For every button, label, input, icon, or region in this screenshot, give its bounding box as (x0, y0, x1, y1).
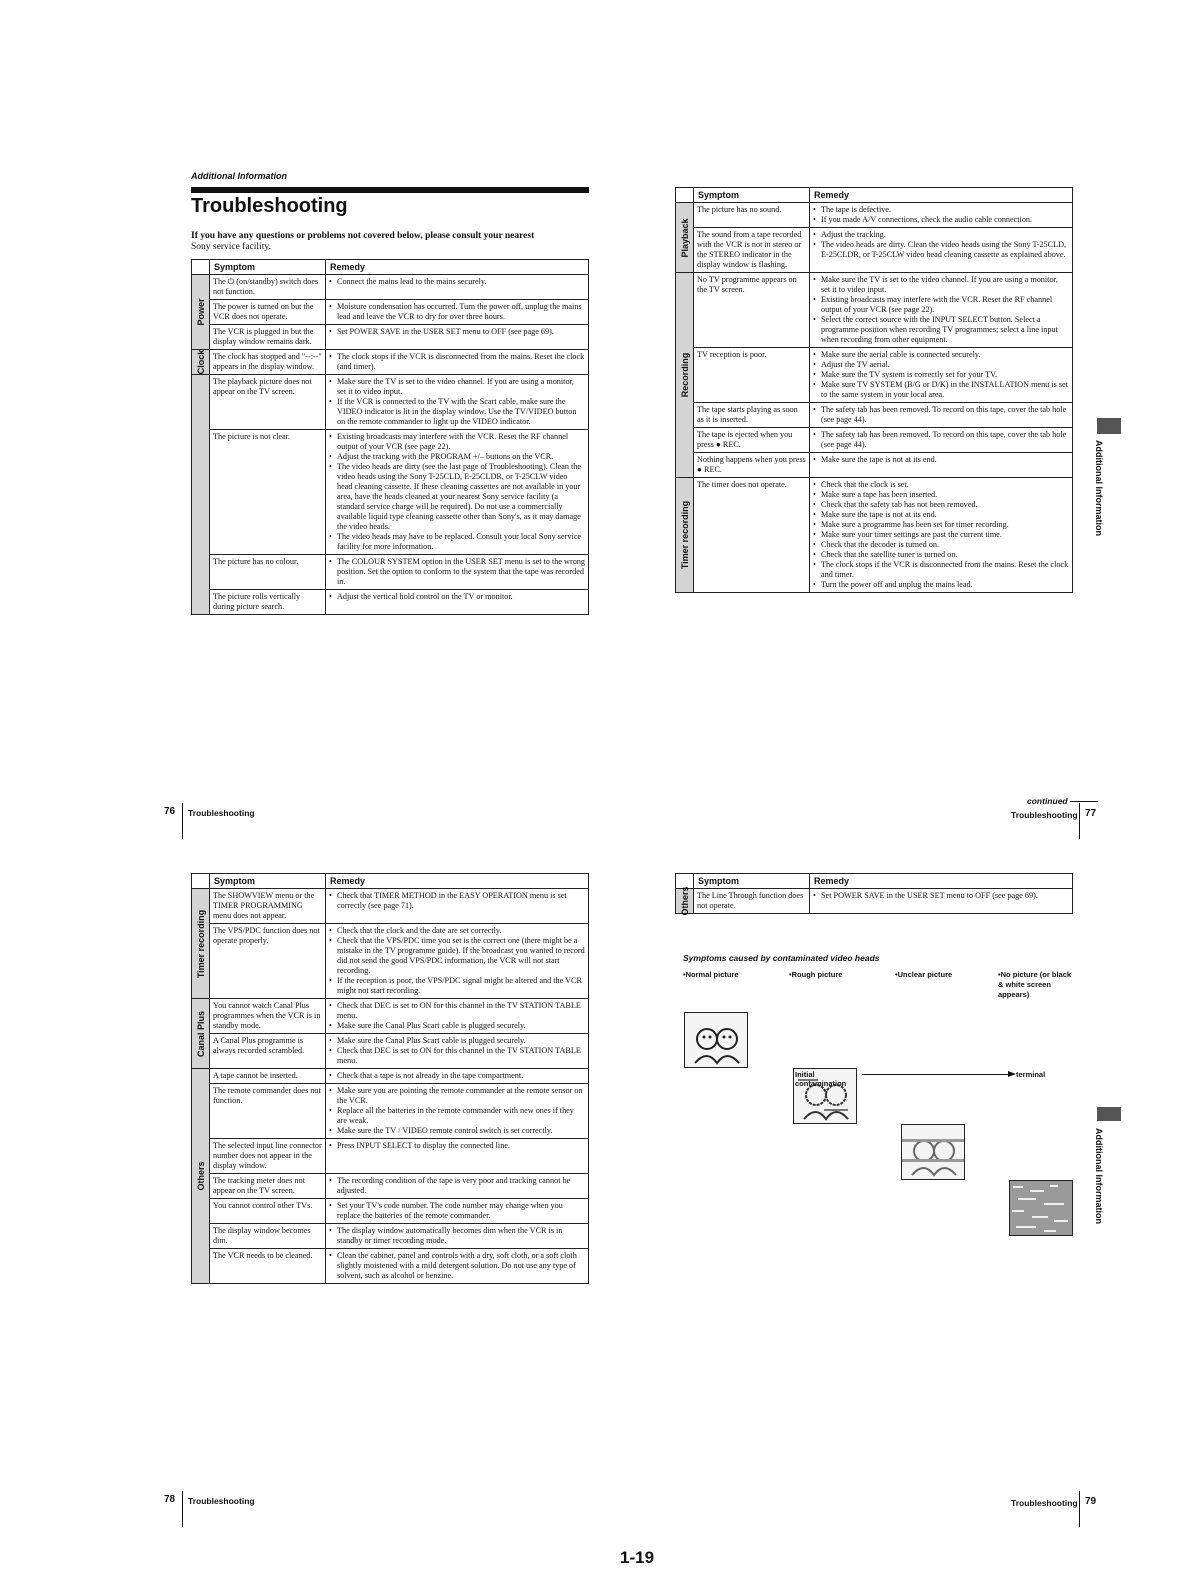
remedy-cell (326, 300, 589, 325)
remedy-item: • Make sure the TV is set to the video channel. If you are using a monitor, set it to video input. (813, 275, 1069, 295)
remedy-cell (326, 350, 589, 375)
table-row (676, 403, 1073, 428)
remedy-item: • Existing broadcasts may interfere with the VCR. Reset the RF channel output of your VCR (see page 22). (329, 432, 585, 452)
remedy-item: • The clock stops if the VCR is disconnected from the mains. Reset the clock and timer. (813, 560, 1069, 580)
remedy-cell (810, 273, 1073, 348)
symptom-cell: A Canal Plus programme is always recorded scrambled. (210, 1034, 326, 1069)
heads-label-rough: •Rough picture (789, 970, 843, 979)
remedy-item: • Moisture condensation has occurred. Turn the power off, unplug the mains lead and leave the VCR to dry for over three hours. (329, 302, 585, 322)
category-cell (192, 350, 210, 375)
table-row (192, 999, 589, 1034)
remedy-item: • Set POWER SAVE in the USER SET menu to OFF (see page 69). (813, 891, 1069, 901)
intro-rest: Sony service facility. (191, 242, 271, 252)
remedy-cell (326, 1084, 589, 1139)
footer-label-77: Troubleshooting (1011, 810, 1078, 820)
symptom-cell: The tracking meter does not appear on the TV screen. (210, 1174, 326, 1199)
intro-bold: If you have any questions or problems not covered below, please consult your nearest (191, 231, 535, 241)
unclear-picture-image (901, 1124, 965, 1180)
remedy-item: • Make sure the aerial cable is connected securely. (813, 350, 1069, 360)
table-page78 (191, 873, 589, 1284)
remedy-list (329, 1226, 585, 1246)
heads-label-normal: •Normal picture (683, 970, 739, 979)
page-number-79: 79 (1085, 1496, 1097, 1507)
category-cell (676, 273, 694, 478)
no-picture-image (1009, 1180, 1073, 1236)
remedy-item: • Make sure the Canal Plus Scart cable is plugged securely. (329, 1021, 585, 1031)
page-number-77: 77 (1085, 808, 1097, 819)
footer-divider (182, 803, 183, 839)
table-row (192, 555, 589, 590)
symptom-cell: The VCR needs to be cleaned. (210, 1249, 326, 1284)
remedy-cell (326, 1034, 589, 1069)
remedy-cell (326, 275, 589, 300)
remedy-item: • Press INPUT SELECT to display the connected line. (329, 1141, 585, 1151)
remedy-cell (326, 555, 589, 590)
contamination-arrowhead (1008, 1071, 1016, 1077)
remedy-item: • The COLOUR SYSTEM option in the USER SET menu is set to the wrong position. Set the option to conform to the system that the tape was recorded in. (329, 557, 585, 587)
remedy-cell (326, 889, 589, 924)
remedy-item: • Make sure TV SYSTEM (B/G or D/K) in the INSTALLATION menu is set to the same system in your local area. (813, 380, 1069, 400)
remedy-item: • The clock stops if the VCR is disconnected from the mains. Reset the clock (and timer). (329, 352, 585, 372)
remedy-item: • If the VCR is connected to the TV with the Scart cable, make sure the VIDEO indicator is lit in the display window. Use the TV/VIDEO button on the remote commander to light up the VIDEO indicator. (329, 397, 585, 427)
category-label: Canal Plus (195, 1010, 206, 1057)
remedy-item: • Adjust the vertical hold control on the TV or monitor. (329, 592, 585, 602)
symptom-cell: TV reception is poor. (694, 348, 810, 403)
remedy-cell (326, 1069, 589, 1084)
remedy-item: • Make sure the tape is not at its end. (813, 510, 1069, 520)
symptom-cell: The display window becomes dim. (210, 1224, 326, 1249)
symptom-cell: The playback picture does not appear on the TV screen. (210, 375, 326, 430)
table-row (192, 1199, 589, 1224)
category-cell (676, 478, 694, 593)
remedy-list (813, 230, 1069, 260)
category-cell (192, 999, 210, 1069)
table-row (192, 1174, 589, 1199)
remedy-cell (810, 889, 1073, 914)
category-label: Timer recording (679, 500, 690, 570)
remedy-list (329, 1001, 585, 1031)
remedy-item: • If you made A/V connections, check the audio cable connection. (813, 215, 1069, 225)
remedy-list (813, 480, 1069, 590)
table-row (676, 453, 1073, 478)
header-remedy: Remedy (326, 874, 589, 889)
remedy-item: • Make sure the TV / VIDEO remote control switch is set correctly. (329, 1126, 585, 1136)
table-row (676, 228, 1073, 273)
sidebar-tab-79 (1097, 1107, 1121, 1121)
normal-picture-image (684, 1012, 748, 1068)
remedy-list (813, 455, 1069, 465)
remedy-list (329, 1176, 585, 1196)
category-cell (676, 203, 694, 273)
remedy-item: • Clean the cabinet, panel and controls with a dry, soft cloth, or a soft cloth slightly moistened with a mild detergent solution. Do not use any type of solvent, such as alcohol or benzine. (329, 1251, 585, 1281)
symptom-cell: No TV programme appears on the TV screen. (694, 273, 810, 348)
header-symptom: Symptom (694, 874, 810, 889)
table-row (192, 1034, 589, 1069)
remedy-cell (326, 375, 589, 430)
remedy-item: • Replace all the batteries in the remote commander with new ones if they are weak. (329, 1106, 585, 1126)
symptom-cell: The selected input line connector number does not appear in the display window. (210, 1139, 326, 1174)
remedy-item: • Make sure the tape is not at its end. (813, 455, 1069, 465)
sidebar-label-79: Additional Information (1094, 1128, 1104, 1224)
symptom-cell: The SHOWVIEW menu or the TIMER PROGRAMMING menu does not appear. (210, 889, 326, 924)
remedy-list (329, 557, 585, 587)
table-page79 (675, 873, 1073, 914)
remedy-item: • Adjust the TV aerial. (813, 360, 1069, 370)
table-row (676, 273, 1073, 348)
intro-text (191, 231, 589, 253)
terminal-label: terminal (1016, 1070, 1046, 1079)
table-row (676, 889, 1073, 914)
sheet-number: 1-19 (620, 1548, 655, 1567)
footer-divider (1079, 1491, 1080, 1527)
header-blank (676, 188, 694, 203)
continued-label (1027, 796, 1098, 806)
remedy-cell (326, 325, 589, 350)
symptom-cell: The tape is ejected when you press ● REC. (694, 428, 810, 453)
table-header-row (676, 188, 1073, 203)
symptom-cell: The sound from a tape recorded with the VCR is not in stereo or the STEREO indicator in the display window is flashing. (694, 228, 810, 273)
header-symptom: Symptom (210, 874, 326, 889)
symptom-cell: You cannot watch Canal Plus programmes when the VCR is in standby mode. (210, 999, 326, 1034)
header-blank (192, 260, 210, 275)
remedy-cell (810, 478, 1073, 593)
header-remedy: Remedy (326, 260, 589, 275)
remedy-cell (326, 1224, 589, 1249)
symptom-cell: The tape starts playing as soon as it is inserted. (694, 403, 810, 428)
symptom-cell: Nothing happens when you press ● REC. (694, 453, 810, 478)
table-row (192, 430, 589, 555)
remedy-list (329, 891, 585, 911)
remedy-item: • Check that DEC is set to ON for this channel in the TV STATION TABLE menu. (329, 1001, 585, 1021)
remedy-item: • Adjust the tracking. (813, 230, 1069, 240)
table-row (192, 1249, 589, 1284)
remedy-item: • Check that the clock is set. (813, 480, 1069, 490)
remedy-item: • The display window automatically becomes dim when the VCR is in standby or timer recording mode. (329, 1226, 585, 1246)
table-header-row (192, 260, 589, 275)
footer-divider (182, 1491, 183, 1527)
table-row (192, 889, 589, 924)
remedy-item: • Make sure you are pointing the remote commander at the remote sensor on the VCR. (329, 1086, 585, 1106)
table-page76 (191, 259, 589, 615)
remedy-list (329, 592, 585, 602)
remedy-cell (326, 1139, 589, 1174)
table-header-row (192, 874, 589, 889)
remedy-item: • If the reception is poor, the VPS/PDC signal might be altered and the VCR might not start recording. (329, 976, 585, 996)
title-rule (191, 187, 589, 193)
table-row (676, 203, 1073, 228)
remedy-item: • Select the correct source with the INPUT SELECT button. Select a programme position when recording TV programmes; select a line input when recording from other equipment. (813, 315, 1069, 345)
remedy-item: • The video heads are dirty (see the last page of Troubleshooting). Clean the video heads using the Sony T-25CLD, E-25CLDR, or T-25CLW video head cleaning cassette. If these cleaning cassettes are not available in your area, have the heads cleaned at your nearest Sony service facility (a standard service charge will be required). Do not use a commercially available liquid type cleaning cassette other than Sony's, as it may damage the video heads. (329, 462, 585, 532)
heads-label-unclear: •Unclear picture (895, 970, 953, 979)
remedy-item: • Make sure your timer settings are past the current time. (813, 530, 1069, 540)
initial-label: Initial contamination (795, 1070, 847, 1088)
category-cell (192, 375, 210, 615)
remedy-item: • Check that the satellite tuner is turned on. (813, 550, 1069, 560)
header-symptom: Symptom (694, 188, 810, 203)
remedy-cell (810, 228, 1073, 273)
header-remedy: Remedy (810, 874, 1073, 889)
remedy-cell (326, 430, 589, 555)
table-row (192, 350, 589, 375)
remedy-item: • Make sure the TV system is correctly set for your TV. (813, 370, 1069, 380)
remedy-cell (810, 348, 1073, 403)
symptom-cell: The picture rolls vertically during picture search. (210, 590, 326, 615)
page-number-76: 76 (164, 806, 176, 817)
category-label: Clock (195, 349, 206, 375)
table-row (192, 300, 589, 325)
footer-divider (1079, 803, 1080, 839)
remedy-list (813, 205, 1069, 225)
remedy-list (329, 1141, 585, 1151)
sidebar-label-77: Additional Information (1094, 440, 1104, 536)
remedy-list (329, 1251, 585, 1281)
remedy-item: • Check that the decoder is turned on. (813, 540, 1069, 550)
symptom-cell: A tape cannot be inserted. (210, 1069, 326, 1084)
category-label: Timer recording (195, 909, 206, 978)
category-cell (192, 889, 210, 999)
sidebar-tab-77 (1097, 418, 1121, 434)
remedy-cell (810, 203, 1073, 228)
category-label: Recording (679, 352, 690, 398)
remedy-item: • The tape is defective. (813, 205, 1069, 215)
category-label: Power (195, 298, 206, 326)
remedy-item: • Adjust the tracking with the PROGRAM +/– buttons on the VCR. (329, 452, 585, 462)
remedy-cell (326, 924, 589, 999)
table-row (192, 590, 589, 615)
symptom-cell: The clock has stopped and "--:--" appears in the display window. (210, 350, 326, 375)
table-row (676, 348, 1073, 403)
remedy-item: • The safety tab has been removed. To record on this tape, cover the tab hole (see page 44). (813, 430, 1069, 450)
remedy-item: • Connect the mains lead to the mains securely. (329, 277, 585, 287)
symptom-cell: The Line Through function does not operate. (694, 889, 810, 914)
remedy-item: • Check that the VPS/PDC time you set is the correct one (there might be a mistake in the TV programme guide). If the broadcast you wanted to record did not send the good VPS/PDC information, the VCR will not start recording. (329, 936, 585, 976)
remedy-cell (326, 1249, 589, 1284)
table-row (192, 375, 589, 430)
symptom-cell: The VCR is plugged in but the display window remains dark. (210, 325, 326, 350)
table-header-row (676, 874, 1073, 889)
category-cell (192, 1069, 210, 1284)
symptom-cell: The VPS/PDC function does not operate properly. (210, 924, 326, 999)
header-remedy: Remedy (810, 188, 1073, 203)
table-row (192, 1224, 589, 1249)
remedy-item: • Turn the power off and unplug the mains lead. (813, 580, 1069, 590)
continued-text: continued (1027, 796, 1068, 806)
remedy-list (329, 277, 585, 287)
table-row (192, 325, 589, 350)
table-row (676, 478, 1073, 593)
remedy-cell (810, 453, 1073, 478)
remedy-item: • Make sure a tape has been inserted. (813, 490, 1069, 500)
remedy-item: • The video heads may have to be replaced. Consult your local Sony service facility for more information. (329, 532, 585, 552)
symptom-cell: The ⏻ (on/standby) switch does not function. (210, 275, 326, 300)
remedy-list (329, 352, 585, 372)
page-number-78: 78 (164, 1494, 176, 1505)
remedy-list (329, 926, 585, 996)
remedy-list (329, 327, 585, 337)
remedy-item: • The safety tab has been removed. To record on this tape, cover the tab hole (see page 44). (813, 405, 1069, 425)
remedy-list (813, 350, 1069, 400)
header-symptom: Symptom (210, 260, 326, 275)
remedy-list (329, 1086, 585, 1136)
remedy-cell (326, 1199, 589, 1224)
heads-title: Symptoms caused by contaminated video heads (683, 953, 880, 963)
remedy-item: • Check that TIMER METHOD in the EASY OPERATION menu is set correctly (see page 71). (329, 891, 585, 911)
symptom-cell: The timer does not operate. (694, 478, 810, 593)
remedy-list (329, 1201, 585, 1221)
footer-label-79: Troubleshooting (1011, 1498, 1078, 1508)
remedy-item: • Check that the safety tab has not been removed. (813, 500, 1069, 510)
remedy-list (813, 891, 1069, 901)
remedy-cell (810, 403, 1073, 428)
symptom-cell: The picture has no sound. (694, 203, 810, 228)
remedy-item: • Set your TV's code number. The code number may change when you replace the batteries of the remote commander. (329, 1201, 585, 1221)
footer-label-78: Troubleshooting (188, 1496, 255, 1506)
remedy-list (813, 275, 1069, 345)
remedy-item: • The recording condition of the tape is very poor and tracking cannot be adjusted. (329, 1176, 585, 1196)
category-label: Playback (679, 217, 690, 258)
table-page77 (675, 187, 1073, 593)
remedy-item: • Make sure the TV is set to the video channel. If you are using a monitor, set it to video input. (329, 377, 585, 397)
remedy-list (329, 377, 585, 427)
remedy-list (813, 405, 1069, 425)
symptom-cell: The power is turned on but the VCR does not operate. (210, 300, 326, 325)
remedy-list (329, 432, 585, 552)
symptom-cell: The remote commander does not function. (210, 1084, 326, 1139)
remedy-item: • Check that DEC is set to ON for this channel in the TV STATION TABLE menu. (329, 1046, 585, 1066)
remedy-item: • Set POWER SAVE in the USER SET menu to OFF (see page 69). (329, 327, 585, 337)
table-row (192, 924, 589, 999)
remedy-cell (326, 590, 589, 615)
remedy-cell (326, 1174, 589, 1199)
category-label: Others (679, 886, 690, 916)
table-row (676, 428, 1073, 453)
remedy-list (329, 1036, 585, 1066)
remedy-item: • Check that a tape is not already in the tape compartment. (329, 1071, 585, 1081)
symptom-cell: The picture has no colour. (210, 555, 326, 590)
table-row (192, 1139, 589, 1174)
footer-label-76: Troubleshooting (188, 808, 255, 818)
page-title: Troubleshooting (191, 195, 348, 217)
remedy-item: • The video heads are dirty. Clean the video heads using the Sony T-25CLD, E-25CLDR, or T-25CLW video head cleaning cassette as explained above. (813, 240, 1069, 260)
remedy-item: • Check that the clock and the date are set correctly. (329, 926, 585, 936)
category-cell (676, 886, 694, 916)
contamination-arrow-line (862, 1074, 1010, 1075)
remedy-item: • Existing broadcasts may interfere with the VCR. Reset the RF channel output of your VCR (see page 22). (813, 295, 1069, 315)
category-label: Others (195, 1161, 206, 1191)
symptom-cell: The picture is not clear. (210, 430, 326, 555)
heads-label-nopicture: •No picture (or black & white screen appears) (998, 970, 1072, 999)
remedy-cell (326, 999, 589, 1034)
remedy-item: • Make sure a programme has been set for timer recording. (813, 520, 1069, 530)
table-row (192, 275, 589, 300)
header-blank (192, 874, 210, 889)
remedy-cell (810, 428, 1073, 453)
remedy-list (329, 302, 585, 322)
section-heading: Additional Information (191, 171, 287, 181)
table-row (192, 1084, 589, 1139)
category-cell (192, 275, 210, 350)
symptom-cell: You cannot control other TVs. (210, 1199, 326, 1224)
table-row (192, 1069, 589, 1084)
remedy-list (813, 430, 1069, 450)
remedy-list (329, 1071, 585, 1081)
remedy-item: • Make sure the Canal Plus Scart cable is plugged securely. (329, 1036, 585, 1046)
